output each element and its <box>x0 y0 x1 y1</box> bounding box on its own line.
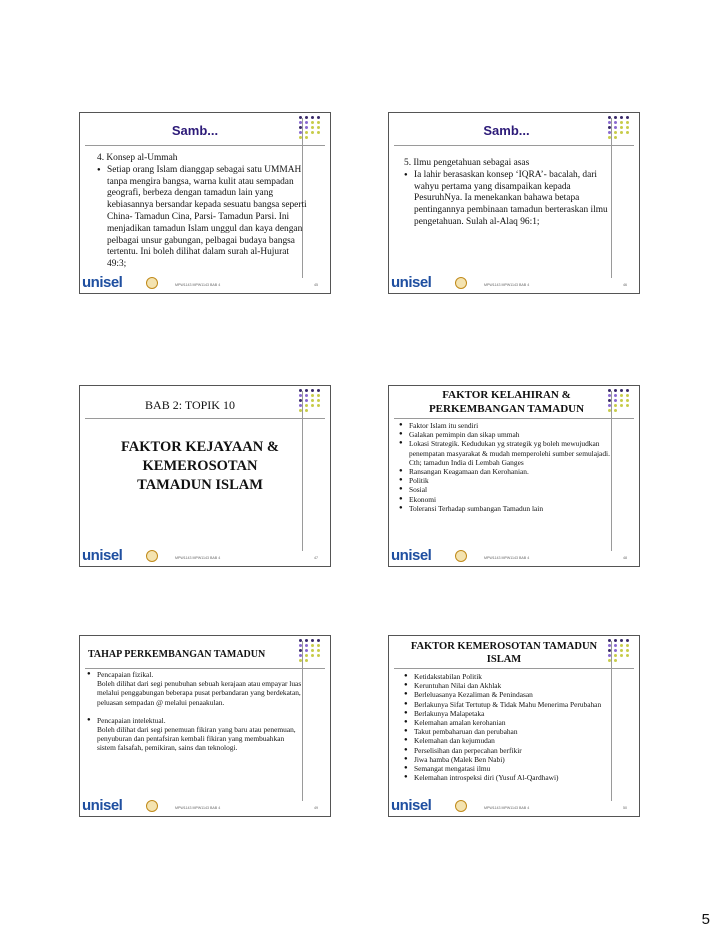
slide-5 <box>79 635 331 817</box>
slide-title: Samb... <box>171 123 219 138</box>
unisel-logo: unisel <box>391 547 432 564</box>
slide-bullet: ● Takut pembaharuan dan perubahan <box>404 727 614 736</box>
slide-line: 5. Ilmu pengetahuan sebagai asas <box>404 158 530 168</box>
slide-6 <box>388 635 640 817</box>
dot-grid-icon <box>299 116 327 142</box>
footer-course: MPW1143 MPW1143 BAB 4 <box>175 806 221 810</box>
slide-footer <box>389 275 639 291</box>
slide-bullet: ● Ia lahir berasaskan konsep ‘IQRA’- bacalah, dari wahyu pertama yang disampaikan kepada PesuruhNya. Ia menekankan bahawa betapa pentingannya pembinaan tamadun berteraskan ilmu pengetahuan. Sulah al-Alaq 96:1; <box>404 170 614 229</box>
slide-bullet: ● Kelemahan amalan kerohanian <box>404 718 614 727</box>
dot-grid-icon <box>299 389 327 415</box>
item-head: ● Pencapaian intelektual. <box>87 716 302 725</box>
footer-course: MPW1143 MPW1143 BAB 4 <box>484 556 530 560</box>
slide-bullet: ● Berleluasanya Kezaliman & Penindasan <box>404 690 614 699</box>
dot-grid-icon <box>608 116 636 142</box>
slide-bullet: ● Ransangan Keagamaan dan Kerohanian. <box>399 467 611 476</box>
slide-title: TAHAP PERKEMBANGAN TAMADUN <box>88 649 266 660</box>
slide-3 <box>79 385 331 567</box>
slide-number: 46 <box>623 283 627 287</box>
slide-2 <box>388 112 640 294</box>
footer-course: MPW1143 MPW1143 BAB 4 <box>175 556 221 560</box>
item-text: Boleh dilihat dari segi penubuhan sebuah kerajaan atau empayar luas melalui penggabungan beberapa pusat perbandaran yang berdekatan, peluasan sempadan @ melalui penaakulan. <box>97 679 302 707</box>
unisel-logo: unisel <box>391 274 432 291</box>
slide-footer <box>80 798 330 814</box>
slide-bullet: ● Jiwa hamba (Malek Ben Nabi) <box>404 755 614 764</box>
seal-icon <box>455 800 467 812</box>
slide-1 <box>79 112 331 294</box>
seal-icon <box>455 277 467 289</box>
slide-number: 47 <box>314 556 318 560</box>
unisel-logo: unisel <box>391 797 432 814</box>
slide-bullet: ● Berlakunya Malapetaka <box>404 709 614 718</box>
slide-bullet: ● Sosial <box>399 485 611 494</box>
dot-grid-icon <box>608 389 636 415</box>
slide-footer <box>389 548 639 564</box>
footer-course: MPW1143 MPW1143 BAB 4 <box>484 806 530 810</box>
dot-grid-icon <box>608 639 636 665</box>
slide-title: FAKTOR KEMEROSOTAN TAMADUN ISLAM <box>410 641 598 665</box>
seal-icon <box>146 277 158 289</box>
slide-bullet: ● Toleransi Terhadap sumbangan Tamadun lain <box>399 504 611 513</box>
footer-course: MPW1143 MPW1143 BAB 4 <box>175 283 221 287</box>
slide-bullet: ● Perselisihan dan perpecahan berfikir <box>404 746 614 755</box>
slide-bullet: ● Semangat mengatasi ilmu <box>404 764 614 773</box>
slide-bullet: ● Faktor Islam itu sendiri <box>399 421 611 430</box>
slide-number: 48 <box>623 556 627 560</box>
slide-line: 4. Konsep al-Ummah <box>97 153 178 163</box>
item-text: Boleh dilihat dari segi penemuan fikiran yang baru atau penemuan, penyuburan dan pentafsiran kembali fikiran yang membuahkan sistem falsafah, pemikiran, sains dan teknologi. <box>97 725 296 753</box>
slide-footer <box>389 798 639 814</box>
seal-icon <box>146 800 158 812</box>
slide-bullet: ● Ekonomi <box>399 495 611 504</box>
slide-4 <box>388 385 640 567</box>
slide-bullet: ● Politik <box>399 476 611 485</box>
slide-bullet: ● Lokasi Strategik. Kedudukan yg strategik yg boleh mewujudkan penempatan masyarakat & mudah memperolehi sumber semulajadi. Cth; tamadun India di Lembah Ganges <box>399 439 611 467</box>
dot-grid-icon <box>299 639 327 665</box>
footer-course: MPW1143 MPW1143 BAB 4 <box>484 283 530 287</box>
slide-bullet: ● Keruntuhan Nilai dan Akhlak <box>404 681 614 690</box>
slide-footer <box>80 548 330 564</box>
slide-number: 49 <box>314 806 318 810</box>
slide-heading: BAB 2: TOPIK 10 <box>145 398 235 412</box>
slide-bullet: ● Kelemahan introspeksi diri (Yusuf Al-Qardhawi) <box>404 773 614 782</box>
slide-title: Samb... <box>483 123 530 138</box>
seal-icon <box>455 550 467 562</box>
unisel-logo: unisel <box>82 274 123 291</box>
slide-title: FAKTOR KELAHIRAN & PERKEMBANGAN TAMADUN <box>428 389 585 415</box>
slide-number: 45 <box>314 283 318 287</box>
page-number: 5 <box>701 911 710 928</box>
slide-bullet: ● Ketidakstabilan Politik <box>404 672 614 681</box>
slide-bullet: ● Kelemahan dan kejumudan <box>404 736 614 745</box>
slide-bullet: ● Setiap orang Islam dianggap sebagai satu UMMAH tanpa mengira bangsa, warna kulit atau sempadan geografi, berbeza dengan tamadun lain yang kebiasannya bersandar kepada sesuatu bangsa seperti China- Tamadun Cina, Parsi- Tamadun Parsi. Ini menjadikan tamadun Islam unggul dan kaya dengan pelbagai unsur gabungan, pelbagai budaya bangsa tertentu. Ini boleh dilihat dalam surah al-Hujurat 49:3; <box>97 165 307 271</box>
unisel-logo: unisel <box>82 797 123 814</box>
slide-bullet: ● Berlakunya Sifat Tertutup & Tidak Mahu Menerima Perubahan <box>404 700 614 709</box>
item-head: ● Pencapaian fizikal. <box>87 670 302 679</box>
slide-footer <box>80 275 330 291</box>
slide-number: 50 <box>623 806 627 810</box>
slide-title: FAKTOR KEJAYAAN & KEMEROSOTAN TAMADUN ISLAM <box>121 439 279 493</box>
slide-bullet: ● Galakan pemimpin dan sikap ummah <box>399 430 611 439</box>
unisel-logo: unisel <box>82 547 123 564</box>
seal-icon <box>146 550 158 562</box>
